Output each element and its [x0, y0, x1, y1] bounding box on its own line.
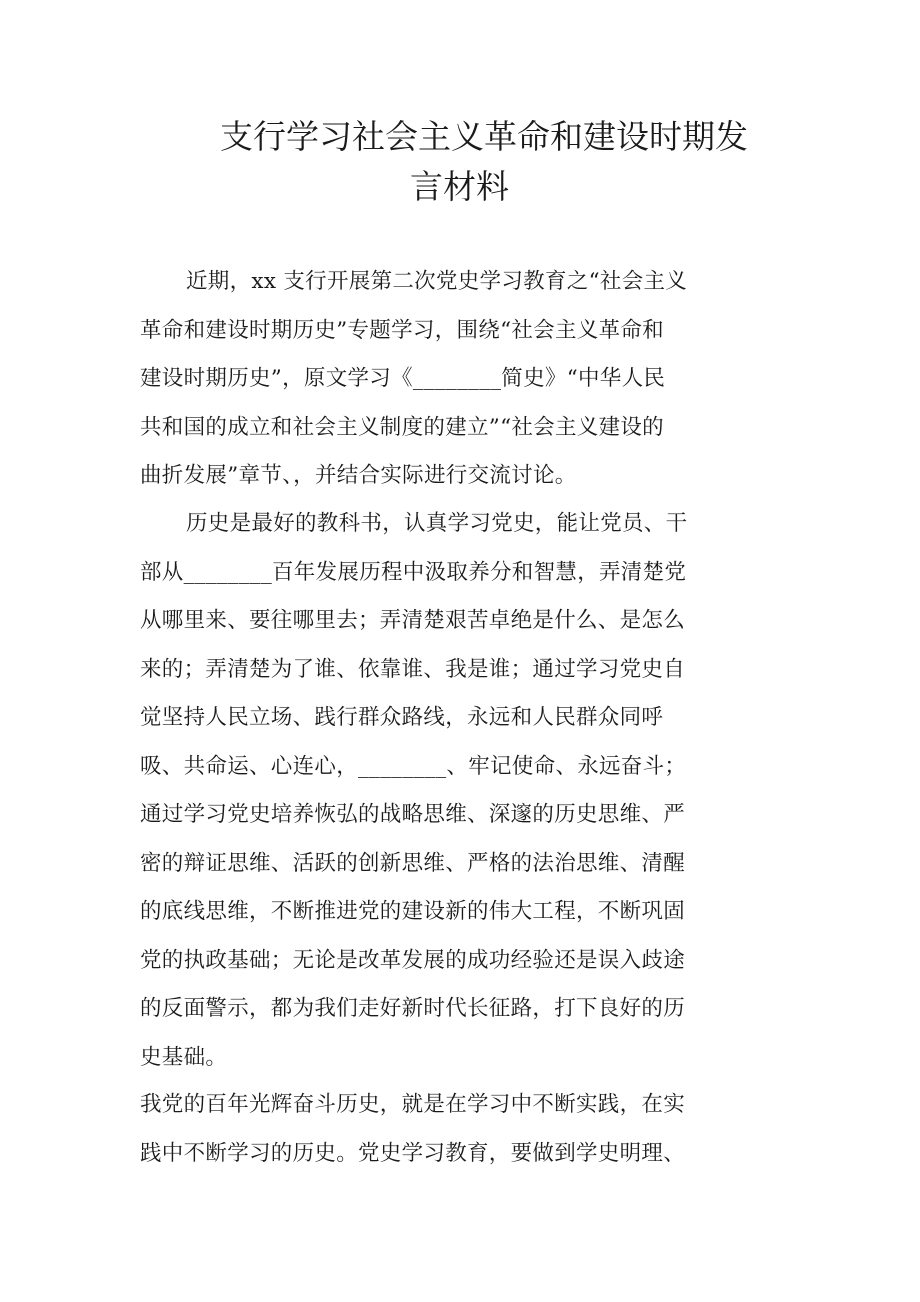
paragraph-line: 部从________百年发展历程中汲取养分和智慧，弄清楚党: [140, 559, 687, 585]
document-title-line-2: 言材料: [410, 167, 509, 206]
paragraph-3: [140, 1081, 780, 1178]
paragraph-line: 觉坚持人民立场、践行群众路线，永远和人民群众同呼: [140, 705, 664, 730]
paragraph-line: 近期，xx 支行开展第二次党史学习教育之“社会主义: [186, 269, 688, 294]
paragraph-line: 的底线思维，不断推进党的建设新的伟大工程，不断巩固: [140, 899, 686, 924]
paragraph-2: [140, 500, 780, 1082]
paragraph-line: 曲折发展”章节、，并结合实际进行交流讨论。: [140, 463, 577, 488]
paragraph-line: 密的辩证思维、活跃的创新思维、严格的法治思维、清醒: [140, 850, 686, 876]
paragraph-line: 党的执政基础；无论是改革发展的成功经验还是误入歧途: [140, 947, 686, 973]
paragraph-line: 共和国的成立和社会主义制度的建立”“社会主义建设的: [140, 414, 664, 440]
paragraph-line: 来的；弄清楚为了谁、依靠谁、我是谁；通过学习党史自: [140, 656, 686, 682]
paragraph-1: [140, 258, 780, 501]
document-title-line-1: 支行学习社会主义革命和建设时期发: [220, 117, 748, 156]
paragraph-line: 历史是最好的教科书，认真学习党史，能让党员、干: [186, 511, 688, 536]
paragraph-line: 史基础。: [140, 1044, 228, 1070]
paragraph-line: 践中不断学习的历史。党史学习教育，要做到学史明理、: [140, 1140, 686, 1166]
paragraph-line: 从哪里来、要往哪里去；弄清楚艰苦卓绝是什么、是怎么: [140, 608, 686, 633]
paragraph-line: 革命和建设时期历史”专题学习，围绕“社会主义革命和: [140, 317, 664, 343]
paragraph-line: 吸、共命运、心连心，________、牢记使命、永远奋斗；: [140, 753, 687, 779]
paragraph-line: 建设时期历史”，原文学习《________简史》“中华人民: [140, 366, 666, 391]
paragraph-line: 通过学习党史培养恢弘的战略思维、深邃的历史思维、严: [140, 802, 686, 827]
paragraph-line: 的反面警示，都为我们走好新时代长征路，打下良好的历: [140, 996, 686, 1021]
paragraph-line: 我党的百年光辉奋斗历史，就是在学习中不断实践，在实: [140, 1092, 686, 1117]
